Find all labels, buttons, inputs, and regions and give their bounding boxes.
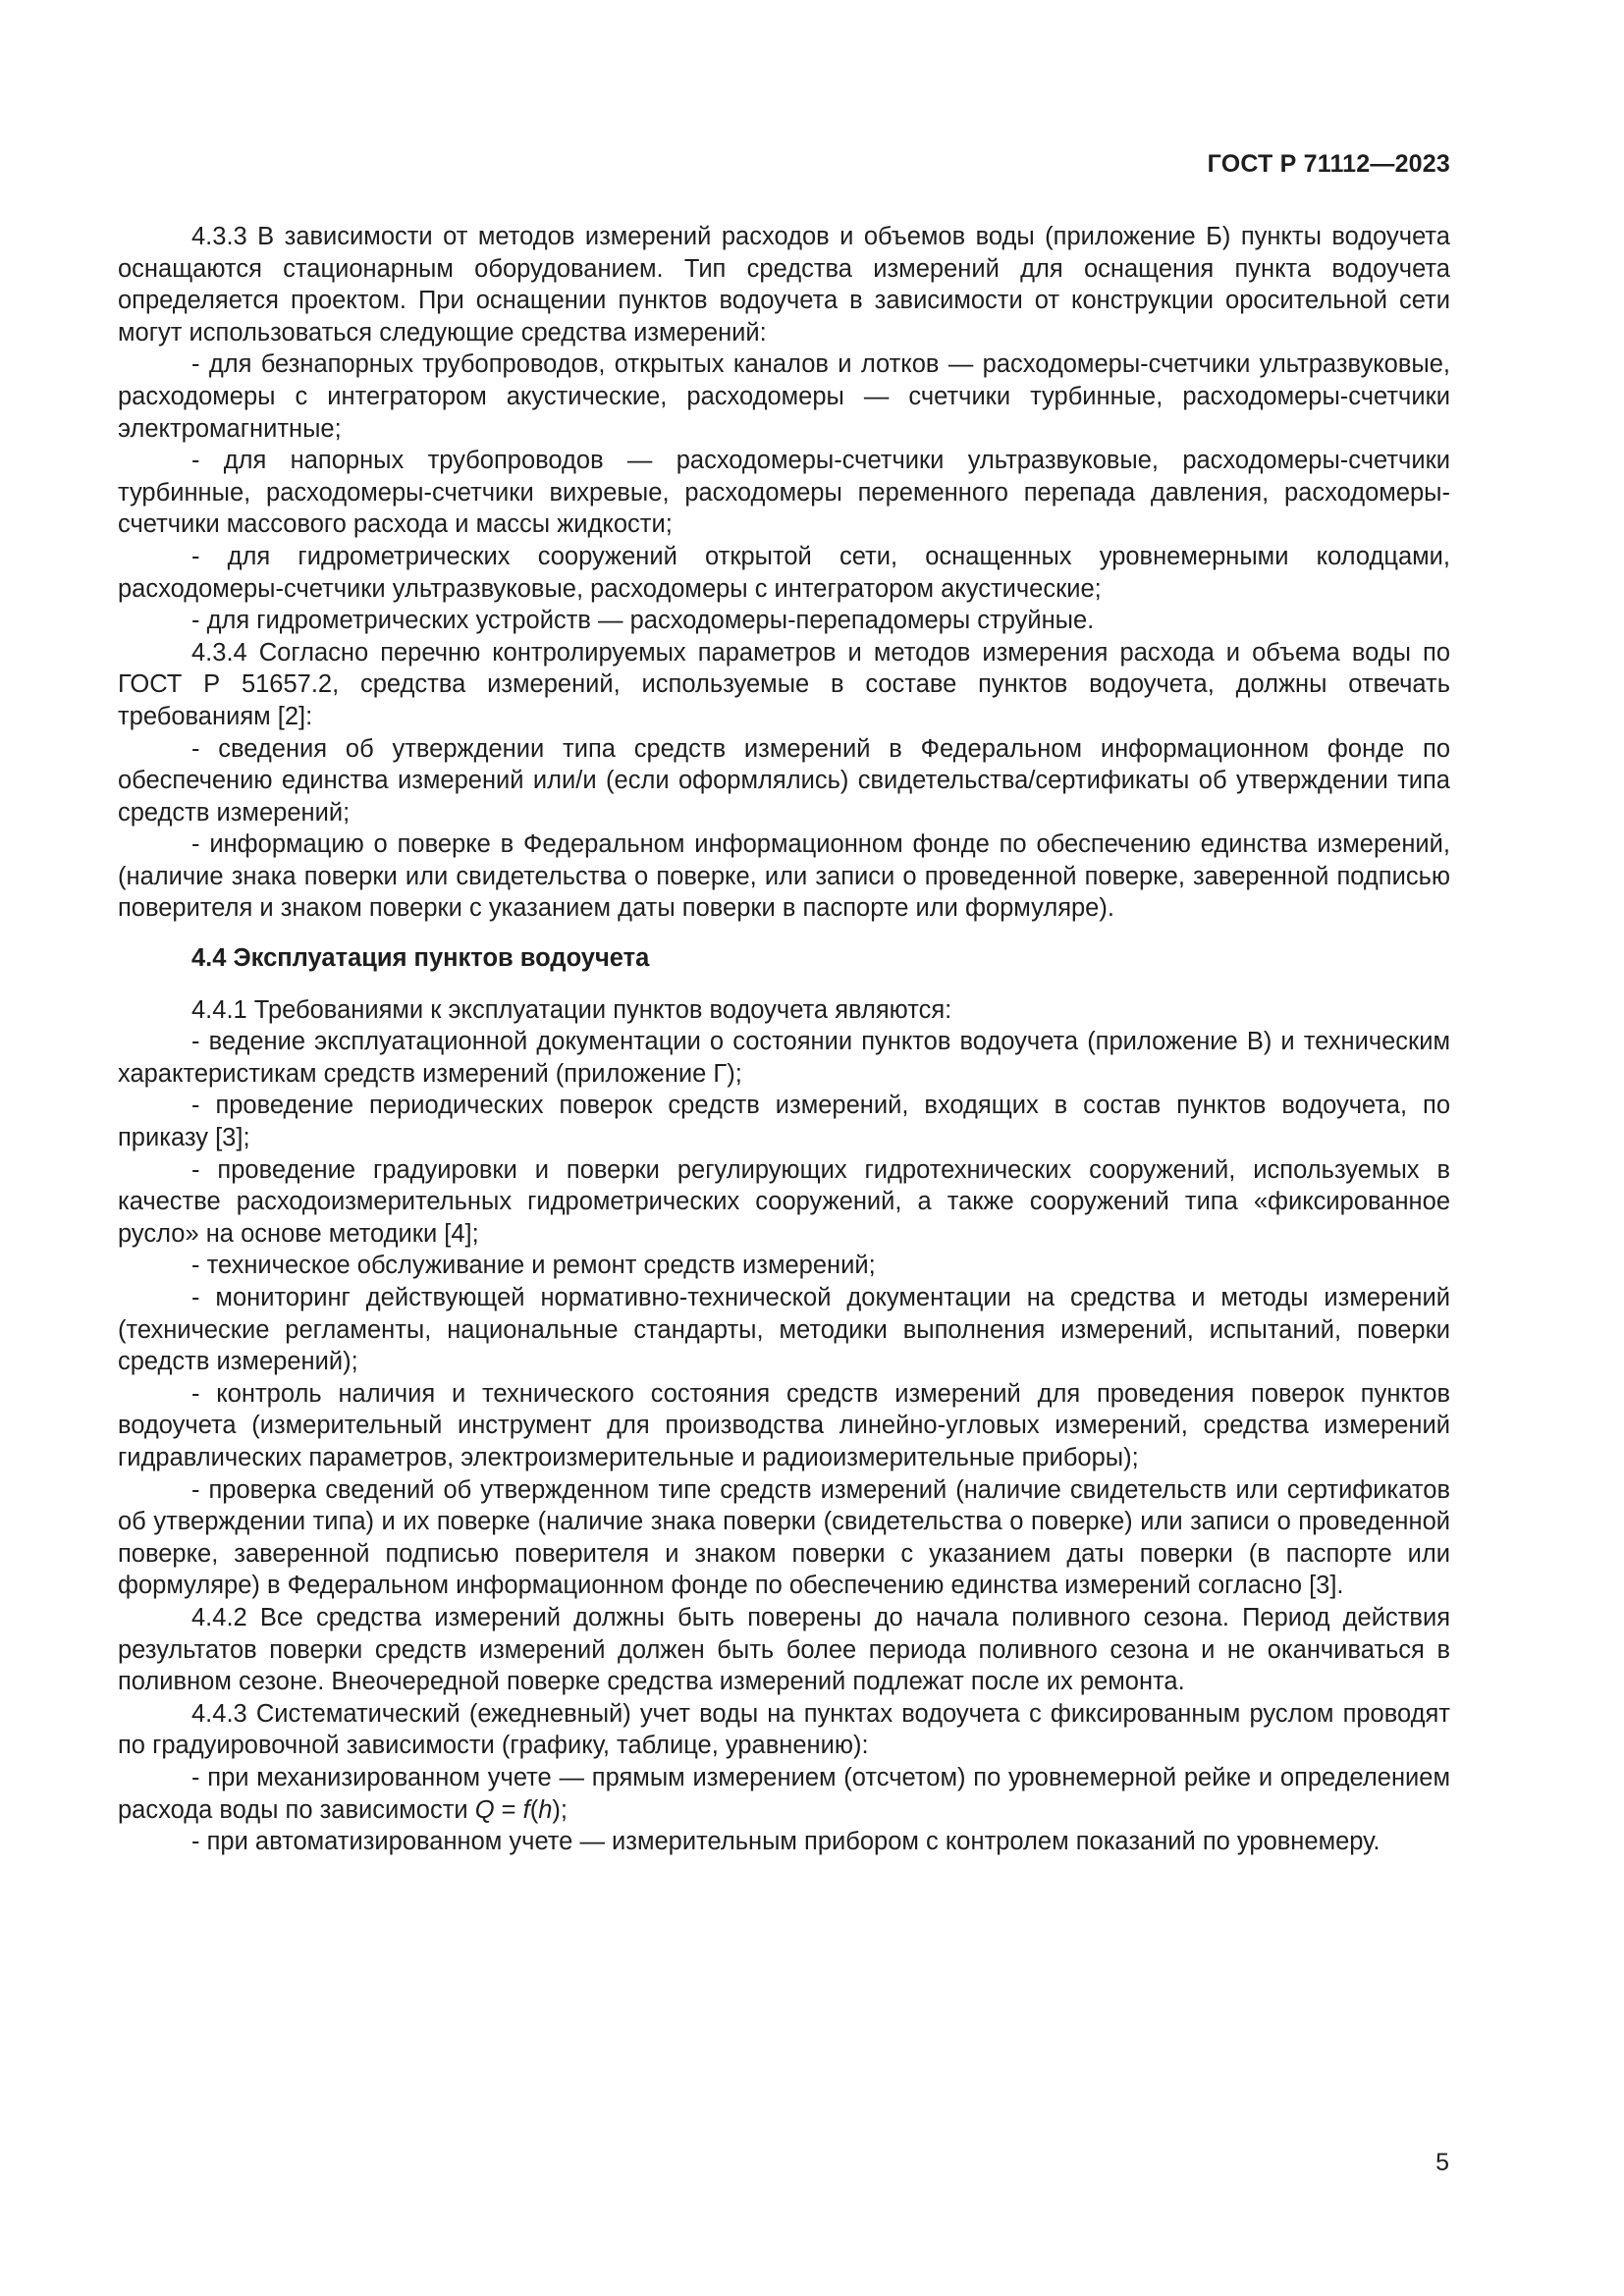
- document-body: [118, 221, 1450, 1858]
- formula-h: h: [538, 1795, 553, 1824]
- list-item: - для безнапорных трубопроводов, открытых каналов и лотков — расходомеры-счетчики ультразвуковые, расходомеры с интегратором акустические, расходомеры — счетчики турбинные, расходомеры-счетчики электромагнитные;: [118, 350, 1450, 443]
- paragraph-4-3-4: 4.3.4 Согласно перечню контролируемых параметров и методов измерения расхода и объема воды по ГОСТ Р 51657.2, средства измерений, используемые в составе пунктов водоучета, должны отвечать требованиям [2]:: [118, 638, 1450, 730]
- list-item: - информацию о поверке в Федеральном информационном фонде по обеспечению единства измерений, (наличие знака поверки или свидетельства о поверке, или записи о проведенной поверке, заверенной подписью поверителя и знаком поверки с указанием даты поверки в паспорте или формуляре).: [118, 830, 1450, 923]
- document-header: ГОСТ Р 71112—2023: [1207, 150, 1450, 178]
- section-heading-4-4: 4.4 Эксплуатация пунктов водоучета: [191, 944, 650, 973]
- paragraph-4-4-1: 4.4.1 Требованиями к эксплуатации пунктов водоучета являются:: [191, 995, 952, 1024]
- list-item-text: - при механизированном учете — прямым измерением (отсчетом) по уровнемерной рейке и определением расхода воды по зависимости: [118, 1763, 1450, 1824]
- list-item: - проверка сведений об утвержденном типе средств измерений (наличие свидетельств или сертификатов об утверждении типа) и их поверке (наличие знака поверки (свидетельства о поверке) или записи о проведенной поверке, заверенной подписью поверителя и знаком поверки с указанием даты поверки (в паспорте или формуляре) в Федеральном информационном фонде по обеспечению единства измерений согласно [3].: [118, 1475, 1450, 1600]
- list-item: - при автоматизированном учете — измерительным прибором с контролем показаний по уровнемеру.: [191, 1828, 1380, 1856]
- list-item: - ведение эксплуатационной документации о состоянии пунктов водоучета (приложение В) и техническим характеристикам средств измерений (приложение Г);: [118, 1028, 1450, 1088]
- paragraph-4-4-2: 4.4.2 Все средства измерений должны быть поверены до начала поливного сезона. Период действия результатов поверки средств измерений должен быть более периода поливного сезона и не оканчиваться в поливном сезоне. Внеочередной поверке средства измерений подлежат после их ремонта.: [118, 1603, 1450, 1696]
- list-item: - проведение периодических поверок средств измерений, входящих в состав пунктов водоучета, по приказу [3];: [118, 1092, 1450, 1152]
- list-item: - техническое обслуживание и ремонт средств измерений;: [191, 1252, 876, 1280]
- paragraph-4-4-3: 4.4.3 Систематический (ежедневный) учет воды на пунктах водоучета с фиксированным руслом проводят по градуировочной зависимости (графику, таблице, уравнению):: [118, 1699, 1450, 1760]
- formula-q: Q: [474, 1795, 495, 1824]
- list-item: - контроль наличия и технического состояния средств измерений для проведения поверок пунктов водоучета (измерительный инструмент для производства линейно-угловых измерений, средства измерений гидравлических параметров, электроизмерительные и радиоизмерительные приборы);: [118, 1379, 1450, 1471]
- formula-close-paren: );: [552, 1795, 568, 1824]
- list-item: - для напорных трубопроводов — расходомеры-счетчики ультразвуковые, расходомеры-счетчики турбинные, расходомеры-счетчики вихревые, расходомеры переменного перепада давления, расходомеры-счетчики массового расхода и массы жидкости;: [118, 447, 1450, 539]
- list-item: - для гидрометрических сооружений открытой сети, оснащенных уровнемерными колодцами, расходомеры-счетчики ультразвуковые, расходомеры с интегратором акустические;: [118, 542, 1450, 603]
- paragraph-4-3-3: 4.3.3 В зависимости от методов измерений расходов и объемов воды (приложение Б) пункты водоучета оснащаются стационарным оборудованием. Тип средства измерений для оснащения пункта водоучета определяется проектом. При оснащении пунктов водоучета в зависимости от конструкции оросительной сети могут использоваться следующие средства измерений:: [118, 223, 1450, 347]
- list-item: - проведение градуировки и поверки регулирующих гидротехнических сооружений, используемых в качестве расходоизмерительных гидрометрических сооружений, а также сооружений типа «фиксированное русло» на основе методики [4];: [118, 1155, 1450, 1248]
- list-item: [118, 1762, 1450, 1826]
- page-number: 5: [1435, 2149, 1449, 2176]
- formula-equals: =: [494, 1795, 523, 1824]
- formula-open-paren: (: [529, 1795, 539, 1824]
- formula-f: f: [522, 1795, 530, 1824]
- list-item: - мониторинг действующей нормативно-технической документации на средства и методы измерений (технические регламенты, национальные стандарты, методики выполнения измерений, испытаний, поверки средств измерений);: [118, 1284, 1450, 1376]
- list-item: - для гидрометрических устройств — расходомеры-перепадомеры струйные.: [191, 607, 1095, 635]
- list-item: - сведения об утверждении типа средств измерений в Федеральном информационном фонде по обеспечению единства измерений или/и (если оформлялись) свидетельства/сертификаты об утверждении типа средств измерений;: [118, 734, 1450, 827]
